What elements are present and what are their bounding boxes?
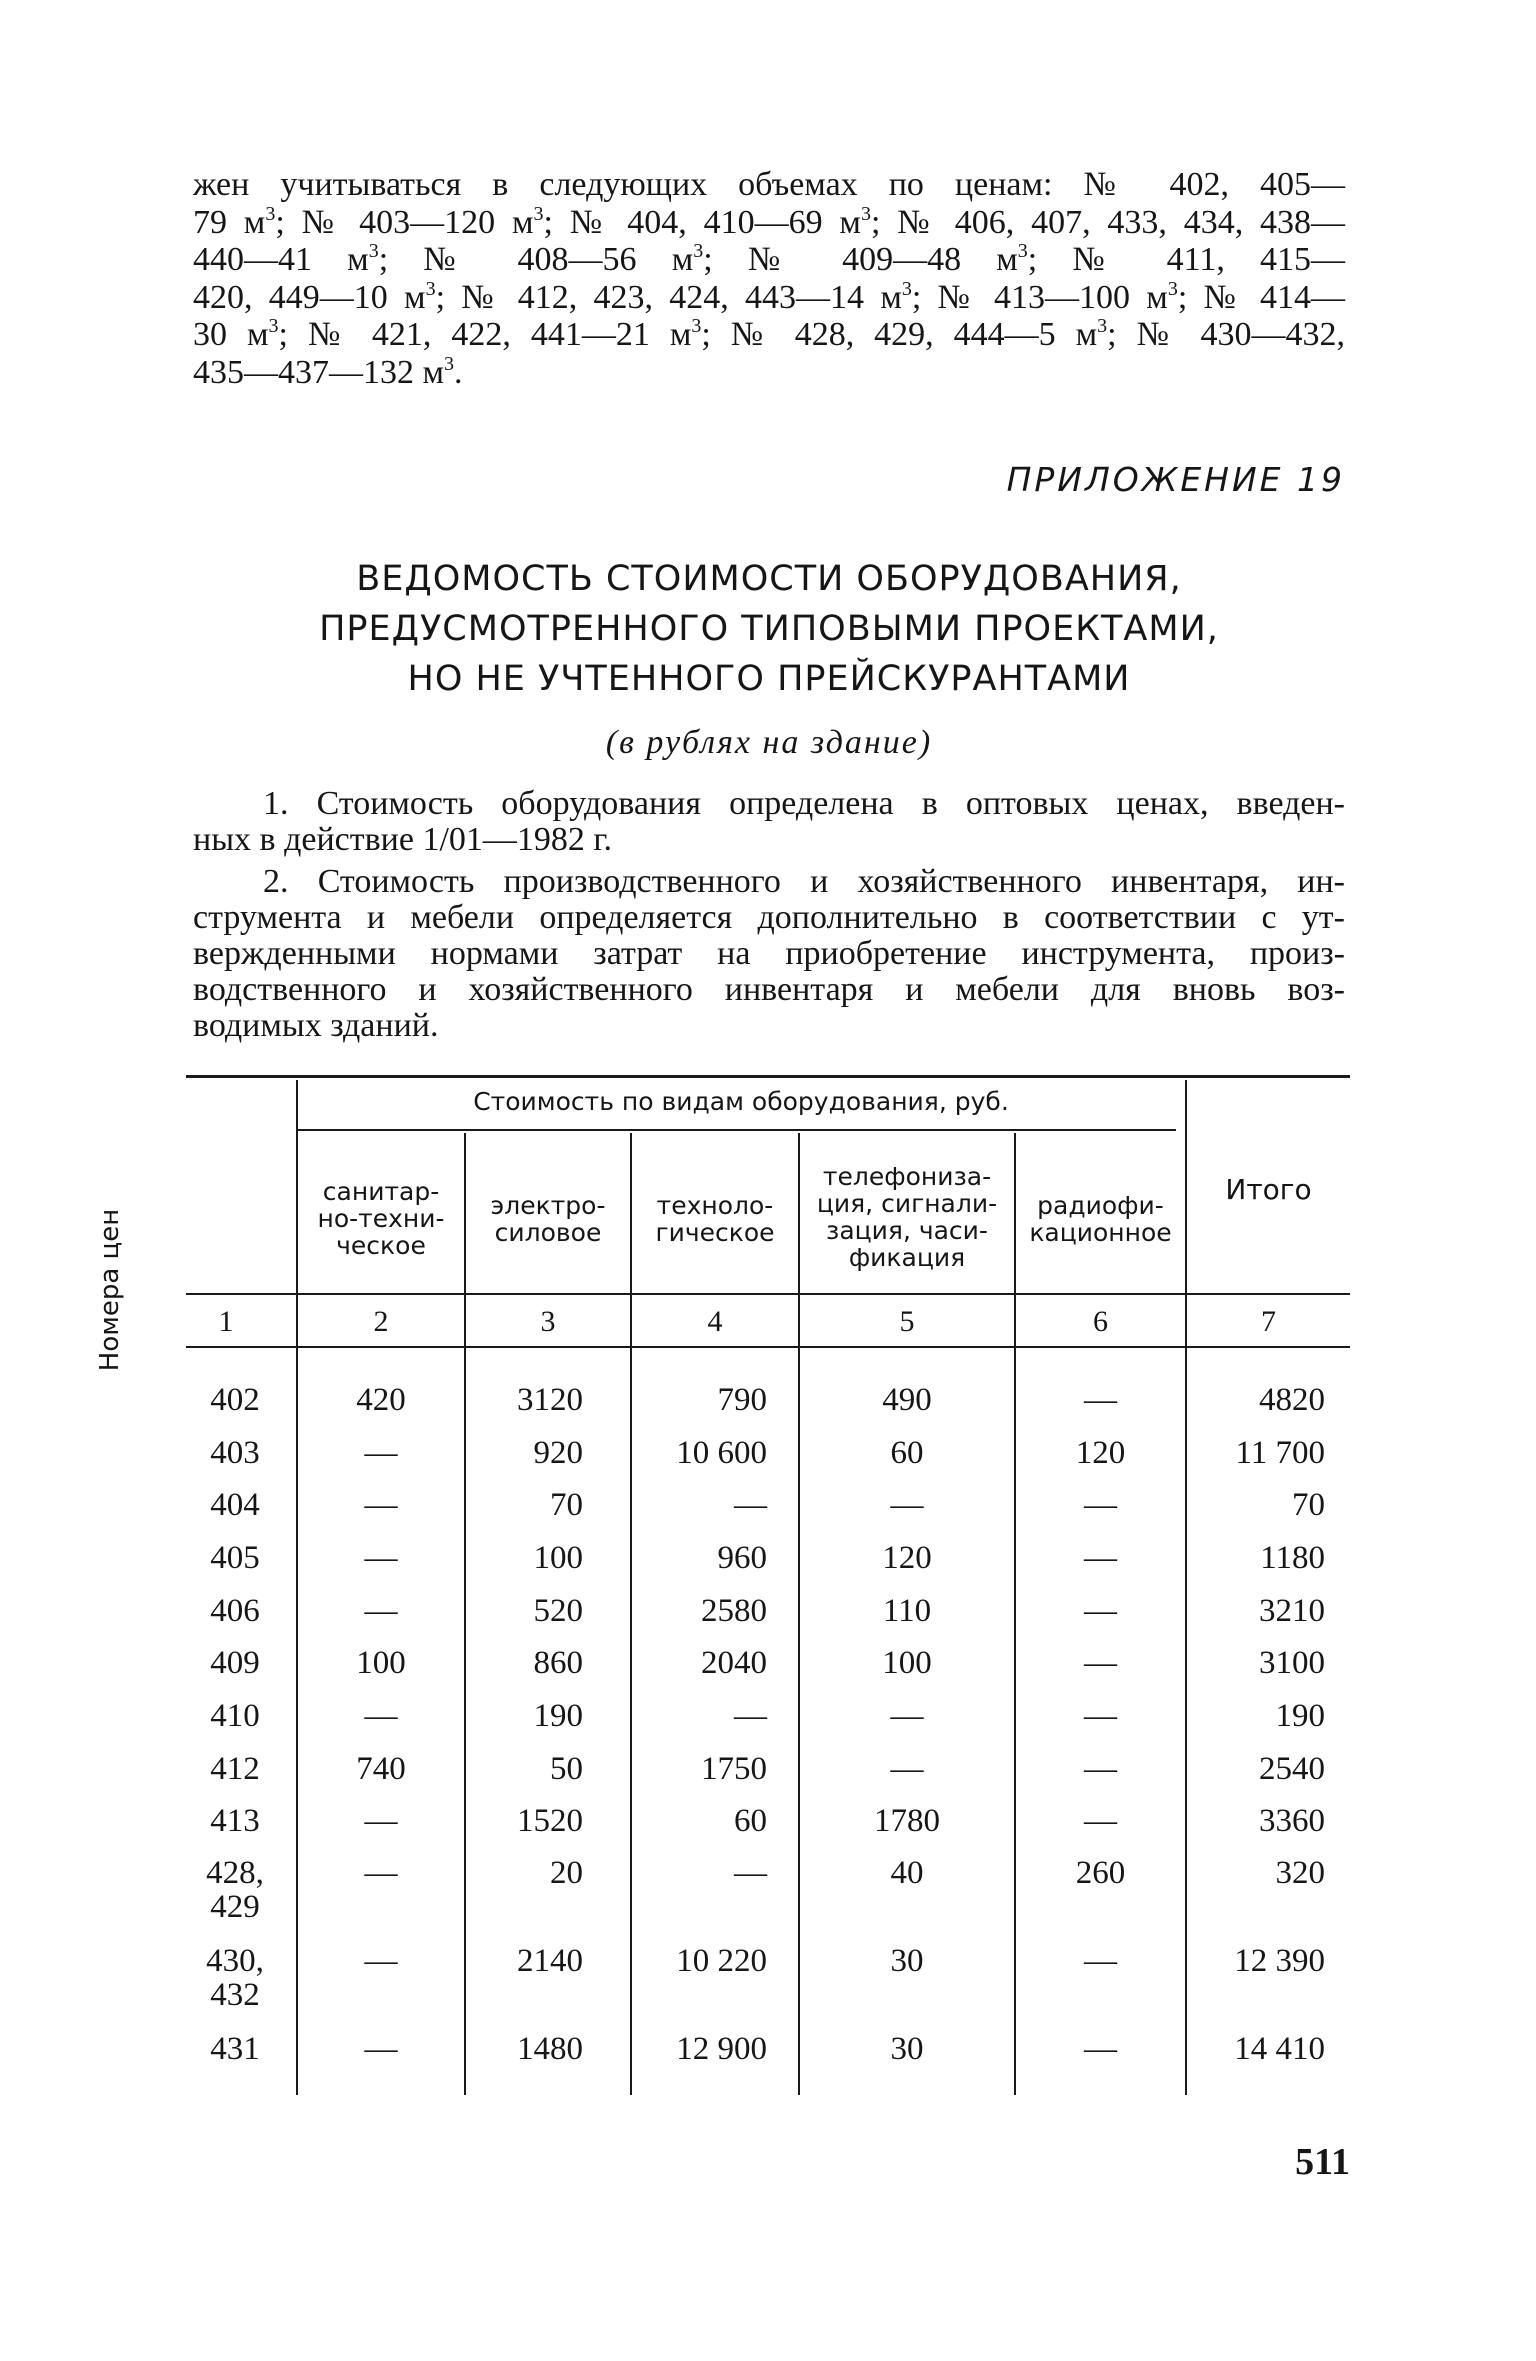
table-cell: 409 bbox=[210, 1645, 260, 1681]
table-cell: 412 bbox=[210, 1751, 260, 1787]
intro-line: 440—41 $м^3$; № 408—56 $м^3$; № 409—48 $м^3$; № 411, 415— bbox=[193, 240, 1346, 278]
header-line: зация, часи- bbox=[826, 1216, 988, 1245]
table-cell: 120 bbox=[882, 1540, 932, 1576]
table-cell: 190 bbox=[1275, 1698, 1325, 1734]
intro-line: 79 $м^3$; № 403—120 $м^3$; № 404, 410—69 $м^3$; № 406, 407, 433, 434, 438— bbox=[193, 202, 1346, 241]
table-cell: 420 bbox=[356, 1382, 406, 1418]
table-cell: 20 bbox=[550, 1855, 583, 1891]
note-paragraph bbox=[193, 864, 1345, 1044]
table-cell: 404 bbox=[210, 1487, 260, 1523]
table-cell: 50 bbox=[550, 1751, 583, 1787]
table-cell: 790 bbox=[717, 1382, 767, 1418]
intro-line: 30 $м^3$; № 421, 422, 441—21 $м^3$; № 428, 429, 444—5 $м^3$; № 430—432, bbox=[193, 315, 1346, 353]
table-cell: 190 bbox=[533, 1698, 583, 1734]
table-cell: 1750 bbox=[701, 1751, 767, 1787]
table-cell: — bbox=[364, 1698, 398, 1734]
table-cell: — bbox=[364, 1487, 398, 1523]
table-cell: 413 bbox=[210, 1803, 260, 1839]
page-number: 511 bbox=[1295, 2141, 1350, 2183]
table-cell: 430, 432 bbox=[206, 1943, 264, 2013]
table-cell: 860 bbox=[533, 1645, 583, 1681]
table-cell: 70 bbox=[550, 1487, 583, 1523]
table-cell: — bbox=[364, 1803, 398, 1839]
header-line: ция, сигнали- bbox=[816, 1189, 998, 1218]
header-bottom-rule bbox=[186, 1293, 1350, 1295]
table-cell: 100 bbox=[882, 1645, 932, 1681]
table-cell: — bbox=[890, 1698, 924, 1734]
table-cell: 1520 bbox=[517, 1803, 583, 1839]
intro-line: жен учитываться в следующих объемах по ценам: № 402, 405— bbox=[193, 166, 1345, 203]
table-cell: — bbox=[1084, 1698, 1117, 1734]
header-line: техноло- bbox=[656, 1191, 774, 1220]
table-cell: — bbox=[1084, 2031, 1117, 2067]
table-cell: 1480 bbox=[517, 2031, 583, 2067]
table-cell: 520 bbox=[533, 1593, 583, 1629]
table-cell: 428, 429 bbox=[206, 1855, 264, 1925]
column-number: 4 bbox=[707, 1305, 723, 1338]
header-technological bbox=[632, 1192, 798, 1246]
column-number: 2 bbox=[373, 1305, 389, 1338]
table-cell: 320 bbox=[1275, 1855, 1325, 1891]
document-title bbox=[193, 554, 1345, 704]
intro-line: 420, 449—10 $м^3$; № 412, 423, 424, 443—14 $м^3$; № 413—100 $м^3$; № 414— bbox=[193, 277, 1346, 316]
header-line: силовое bbox=[494, 1218, 602, 1247]
header-line: ческое bbox=[336, 1231, 426, 1260]
table-cell: — bbox=[1084, 1593, 1117, 1629]
appendix-label: ПРИЛОЖЕНИЕ 19 bbox=[1006, 460, 1345, 499]
table-cell: — bbox=[890, 1751, 924, 1787]
table-cell: 70 bbox=[1292, 1487, 1325, 1523]
table-cell: — bbox=[1084, 1645, 1117, 1681]
header-electric bbox=[466, 1192, 630, 1246]
table-cell: — bbox=[364, 1943, 398, 1979]
table-cell: — bbox=[1084, 1751, 1117, 1787]
table-cell: 1780 bbox=[874, 1803, 940, 1839]
table-cell: 14 410 bbox=[1234, 2031, 1325, 2067]
table-cell: 30 bbox=[890, 1943, 924, 1979]
note-line: вержденными нормами затрат на приобретение инструмента, произ- bbox=[193, 935, 1345, 972]
note-line: ных в действие 1/01—1982 г. bbox=[193, 821, 613, 858]
table-cell: 10 600 bbox=[676, 1435, 767, 1471]
column-number: 3 bbox=[540, 1305, 556, 1338]
table-cell: 10 220 bbox=[676, 1943, 767, 1979]
table-cell: 2140 bbox=[517, 1943, 583, 1979]
table-cell: — bbox=[890, 1487, 924, 1523]
header-line: но-техни- bbox=[317, 1204, 445, 1233]
note-line: 2. Стоимость производственного и хозяйственного инвентаря, ин- bbox=[263, 863, 1345, 900]
table-cell: 960 bbox=[717, 1540, 767, 1576]
table-cell: 3360 bbox=[1259, 1803, 1325, 1839]
table-top-rule bbox=[186, 1075, 1350, 1078]
table-cell: 30 bbox=[890, 2031, 924, 2067]
table-cell: — bbox=[364, 1593, 398, 1629]
table-cell: — bbox=[1084, 1943, 1117, 1979]
table-cell: 740 bbox=[356, 1751, 406, 1787]
table-cell: 2540 bbox=[1259, 1751, 1325, 1787]
table-cell: 410 bbox=[210, 1698, 260, 1734]
table-cell: 403 bbox=[210, 1435, 260, 1471]
table-cell: — bbox=[364, 1540, 398, 1576]
header-line: электро- bbox=[490, 1191, 606, 1220]
table-cell: 11 700 bbox=[1235, 1435, 1325, 1471]
table-cell: 60 bbox=[890, 1435, 924, 1471]
table-cell: 402 bbox=[210, 1382, 260, 1418]
header-line: радиофи- bbox=[1037, 1191, 1164, 1220]
colnum-bottom-rule bbox=[186, 1346, 1350, 1348]
note-line: водимых зданий. bbox=[193, 1007, 439, 1044]
table-cell: — bbox=[1084, 1487, 1117, 1523]
table-cell: 490 bbox=[882, 1382, 932, 1418]
intro-paragraph bbox=[193, 166, 1345, 391]
document-subtitle: (в рублях на здание) bbox=[605, 724, 933, 761]
table-cell: — bbox=[364, 1855, 398, 1891]
note-line: струмента и мебели определяется дополнительно в соответствии с ут- bbox=[193, 899, 1345, 936]
table-cell: 431 bbox=[210, 2031, 260, 2067]
table-cell: 2040 bbox=[701, 1645, 767, 1681]
table-cell: 120 bbox=[1075, 1435, 1126, 1471]
header-line: телефониза- bbox=[822, 1162, 992, 1191]
header-line: санитар- bbox=[322, 1177, 440, 1206]
note-paragraph bbox=[193, 786, 1345, 858]
table-cell: — bbox=[1084, 1540, 1117, 1576]
note-line: водственного и хозяйственного инвентаря и мебели для вновь воз- bbox=[193, 971, 1345, 1008]
header-radio bbox=[1016, 1192, 1185, 1246]
table-cell: 3100 bbox=[1259, 1645, 1325, 1681]
header-price-numbers: Номера цен bbox=[95, 1208, 125, 1372]
table-cell: — bbox=[734, 1487, 767, 1523]
table-cell: 2580 bbox=[701, 1593, 767, 1629]
table-cell: 110 bbox=[882, 1593, 932, 1629]
table-cell: 12 900 bbox=[676, 2031, 767, 2067]
header-total: Итого bbox=[1225, 1173, 1312, 1206]
header-telephone bbox=[800, 1163, 1014, 1271]
table-cell: — bbox=[364, 1435, 398, 1471]
column-number: 5 bbox=[899, 1305, 915, 1338]
notes bbox=[193, 786, 1345, 1050]
title-line: НО НЕ УЧТЕННОГО ПРЕЙСКУРАНТАМИ bbox=[407, 659, 1131, 699]
table-cell: 60 bbox=[734, 1803, 767, 1839]
header-line: гическое bbox=[655, 1218, 775, 1247]
note-line: 1. Стоимость оборудования определена в оптовых ценах, введен- bbox=[263, 785, 1345, 822]
column-number: 1 bbox=[218, 1305, 234, 1338]
column-number: 6 bbox=[1093, 1305, 1108, 1338]
table-cell: 40 bbox=[890, 1855, 924, 1891]
title-line: ВЕДОМОСТЬ СТОИМОСТИ ОБОРУДОВАНИЯ, bbox=[356, 559, 1182, 599]
table-cell: — bbox=[734, 1698, 767, 1734]
header-group: Стоимость по видам оборудования, руб. bbox=[473, 1087, 1009, 1116]
header-line: фикация bbox=[848, 1243, 966, 1272]
title-line: ПРЕДУСМОТРЕННОГО ТИПОВЫМИ ПРОЕКТАМИ, bbox=[319, 609, 1219, 649]
header-line: кационное bbox=[1029, 1218, 1172, 1247]
table-cell: — bbox=[1084, 1803, 1117, 1839]
table-cell: — bbox=[1084, 1382, 1117, 1418]
table-cell: 4820 bbox=[1259, 1382, 1325, 1418]
header-sanitary bbox=[298, 1178, 464, 1259]
table-cell: 920 bbox=[533, 1435, 583, 1471]
table-cell: — bbox=[734, 1855, 767, 1891]
column-divider bbox=[1185, 1080, 1187, 2095]
table-cell: 406 bbox=[210, 1593, 260, 1629]
group-header-rule bbox=[296, 1129, 1176, 1131]
table-cell: 12 390 bbox=[1234, 1943, 1325, 1979]
table-cell: 3120 bbox=[517, 1382, 583, 1418]
intro-line: 435—437—132 $м^3$. bbox=[193, 352, 463, 391]
table-cell: 260 bbox=[1075, 1855, 1126, 1891]
column-number: 7 bbox=[1261, 1305, 1276, 1338]
table-cell: 405 bbox=[210, 1540, 260, 1576]
table-cell: — bbox=[364, 2031, 398, 2067]
table-cell: 1180 bbox=[1260, 1540, 1325, 1576]
table-cell: 3210 bbox=[1259, 1593, 1325, 1629]
table-cell: 100 bbox=[533, 1540, 583, 1576]
table-cell: 100 bbox=[356, 1645, 406, 1681]
